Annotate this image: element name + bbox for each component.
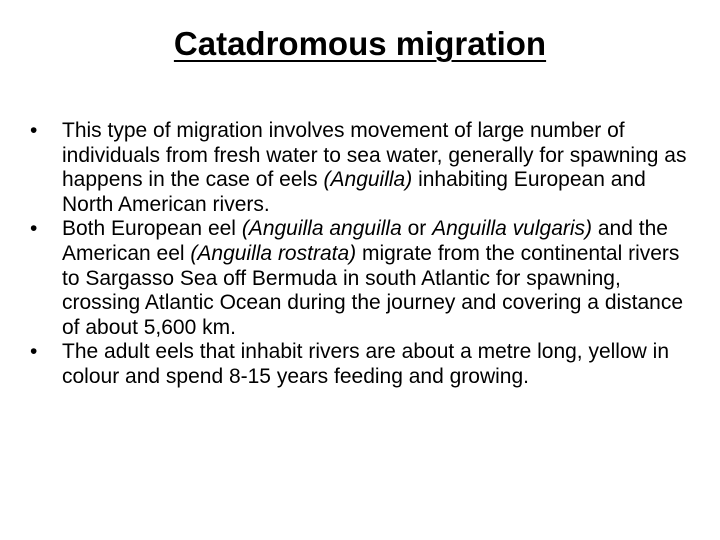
text-segment: inhabiting European and North American rivers.	[62, 168, 646, 216]
bullet-dot-icon: •	[30, 217, 38, 241]
text-segment: or	[401, 217, 433, 241]
text-segment: Both European eel	[62, 217, 242, 241]
bullet-item	[30, 217, 690, 340]
bullet-text	[62, 217, 683, 338]
text-segment-italic: (Anguilla)	[323, 168, 413, 192]
slide-title: Catadromous migration	[173, 25, 547, 62]
text-segment: and the American eel	[62, 217, 668, 265]
bullet-list	[30, 119, 690, 390]
text-segment-italic: (Anguilla anguilla	[241, 217, 402, 241]
text-segment: The adult eels that inhabit rivers are about a metre long, yellow in colour and spend 8-15 years feeding and growing.	[62, 340, 670, 388]
bullet-dot-icon: •	[30, 119, 38, 142]
bullet-dot-icon: •	[30, 340, 38, 364]
bullet-item	[30, 340, 690, 389]
bullet-text	[62, 119, 686, 216]
bullet-text	[62, 340, 669, 388]
text-segment-italic: Anguilla vulgaris)	[432, 217, 593, 241]
text-segment: This type of migration involves movement of large number of individuals from fresh water to sea water, generally for spawning as happens in the case of eels	[62, 119, 687, 192]
text-segment-italic: (Anguilla rostrata)	[190, 241, 357, 265]
bullet-item	[30, 119, 690, 217]
text-segment: migrate from the continental rivers to Sargasso Sea off Bermuda in south Atlantic for spawning, crossing Atlantic Ocean during the journey and covering a distance of about 5,600 km.	[62, 241, 684, 339]
